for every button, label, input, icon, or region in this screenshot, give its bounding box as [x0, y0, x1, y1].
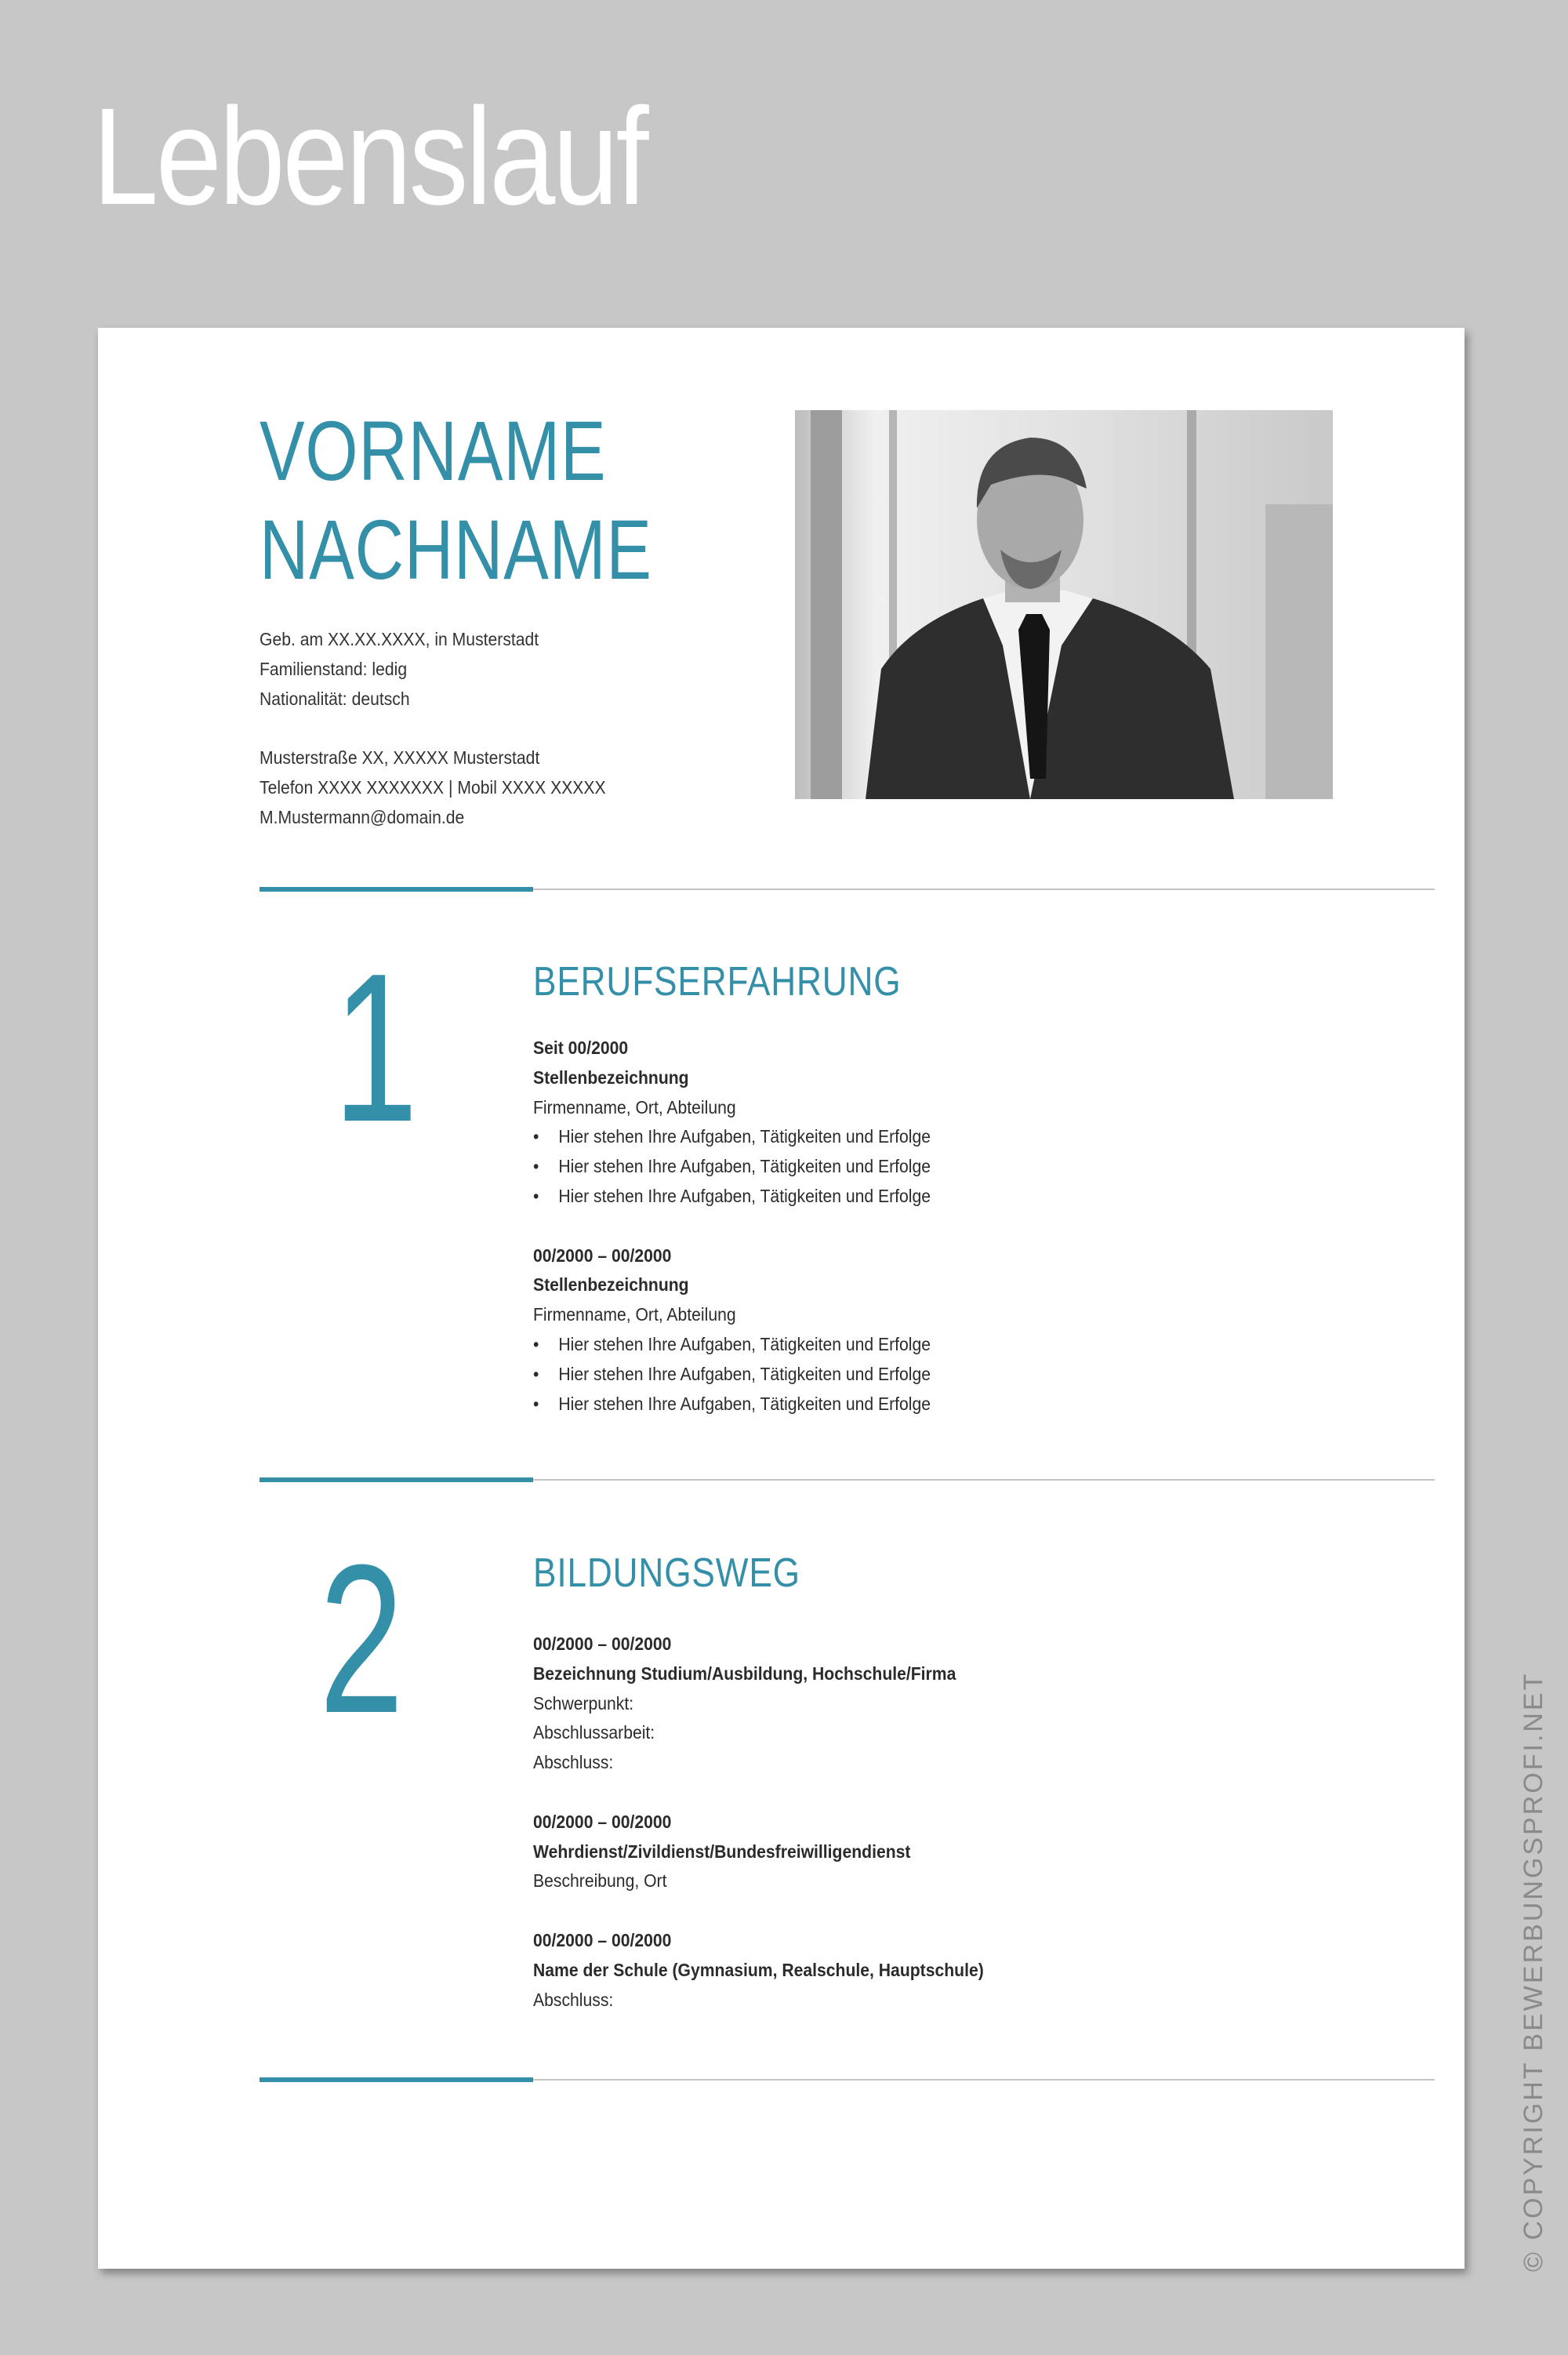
education-entry [533, 1808, 984, 1896]
section-title-experience: BERUFSERFAHRUNG [533, 959, 902, 1005]
copyright-notice: © COPYRIGHT BEWERBUNGSPROFI.NET [1519, 1671, 1548, 2272]
entry-line: Abschluss: [533, 1752, 614, 1773]
first-name: VORNAME [260, 403, 607, 498]
email[interactable]: M.Mustermann@domain.de [260, 806, 465, 827]
birth-info: Geb. am XX.XX.XXXX, in Musterstadt [260, 629, 539, 649]
divider-line [533, 2079, 1435, 2081]
entry-title-prefix: Bezeichnung [533, 1663, 637, 1684]
entry-bullet: • Hier stehen Ihre Aufgaben, Tätigkeiten und Erfolge [533, 1122, 931, 1152]
entry-line: Abschlussarbeit: [533, 1722, 655, 1743]
profile-photo [795, 410, 1333, 799]
nationality: Nationalität: deutsch [260, 688, 410, 709]
phone: Telefon XXXX XXXXXXX | Mobil XXXX XXXXX [260, 776, 606, 798]
entry-line: Beschreibung, Ort [533, 1870, 667, 1892]
entry-date: 00/2000 – 00/2000 [533, 1245, 672, 1266]
entry-title: Name der Schule (Gymnasium, Realschule, Hauptschule) [533, 1959, 984, 1980]
address: Musterstraße XX, XXXXX Musterstadt [260, 747, 540, 769]
entry-date: 00/2000 – 00/2000 [533, 1929, 672, 1950]
entry-line: Abschluss: [533, 1989, 614, 2010]
divider-accent [260, 2077, 533, 2082]
section-number: 2 [319, 1521, 405, 1757]
marital-status: Familienstand: ledig [260, 658, 408, 679]
entry-date: Seit 00/2000 [533, 1038, 629, 1058]
entry-bullet: • Hier stehen Ihre Aufgaben, Tätigkeiten und Erfolge [533, 1360, 931, 1390]
experience-entry [533, 1034, 931, 1212]
entry-role: Stellenbezeichnung [533, 1067, 689, 1088]
divider-line [533, 1479, 1435, 1481]
cv-page [98, 328, 1465, 2269]
entry-bullet: • Hier stehen Ihre Aufgaben, Tätigkeiten und Erfolge [533, 1330, 931, 1360]
last-name: NACHNAME [260, 502, 652, 597]
education-entry [533, 1630, 984, 1778]
divider-accent [260, 887, 533, 892]
entry-role: Stellenbezeichnung [533, 1274, 689, 1296]
entry-line: Schwerpunkt: [533, 1692, 634, 1714]
entry-company: Firmenname, Ort, Abteilung [533, 1096, 736, 1118]
entry-title: Studium/Ausbildung, Hochschule/Firma [641, 1663, 956, 1684]
education-entry [533, 1926, 984, 2015]
experience-entry [533, 1241, 931, 1419]
section-title-education: BILDUNGSWEG [533, 1550, 800, 1596]
divider-accent [260, 1477, 533, 1482]
entry-bullet: • Hier stehen Ihre Aufgaben, Tätigkeiten und Erfolge [533, 1390, 931, 1419]
entry-date: 00/2000 – 00/2000 [533, 1811, 672, 1832]
entry-date: 00/2000 – 00/2000 [533, 1634, 672, 1654]
divider-line [533, 889, 1435, 890]
entry-title: Wehrdienst/Zivildienst/Bundesfreiwilligendienst [533, 1841, 911, 1862]
personal-info [260, 625, 606, 833]
education-entries [533, 1630, 984, 2015]
entry-company: Firmenname, Ort, Abteilung [533, 1304, 736, 1325]
entry-bullet: • Hier stehen Ihre Aufgaben, Tätigkeiten und Erfolge [533, 1182, 931, 1212]
document-title: Lebenslauf [93, 80, 647, 234]
section-number: 1 [333, 930, 419, 1166]
entry-bullet: • Hier stehen Ihre Aufgaben, Tätigkeiten und Erfolge [533, 1152, 931, 1182]
experience-entries [533, 1034, 931, 1419]
